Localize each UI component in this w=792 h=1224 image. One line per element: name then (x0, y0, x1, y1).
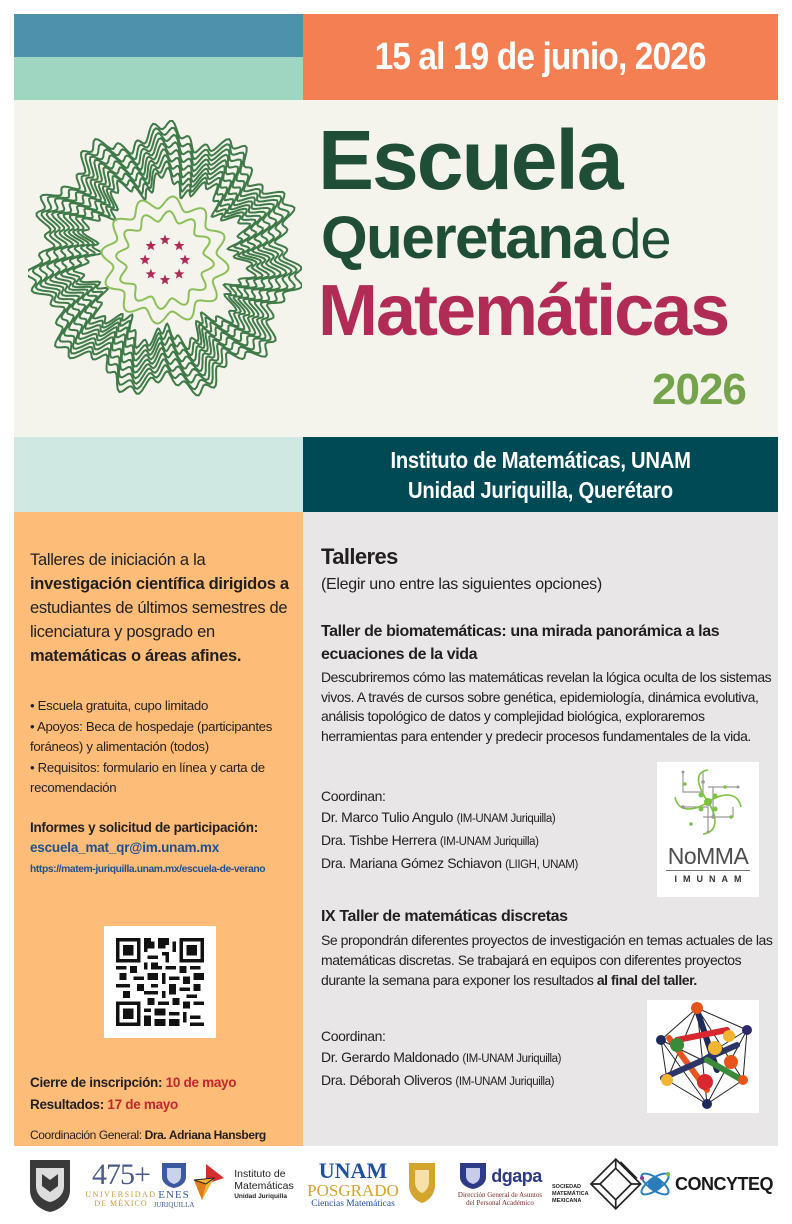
smm-line1: SOCIEDAD (552, 1183, 582, 1190)
nomma-name: NoMMA (667, 843, 749, 869)
smm-text (552, 1184, 589, 1205)
benefits-list (30, 696, 302, 799)
coord-label: Coordinan: (321, 1028, 386, 1044)
event-dates: 15 al 19 de junio, 2026 (374, 35, 707, 78)
coordinator-name: Dra. Tishbe Herrera (321, 832, 437, 848)
enes-shield-icon (160, 1161, 188, 1189)
unam-shield-logo (24, 1154, 76, 1216)
polytope-toy-image (647, 1000, 759, 1113)
concyteq-wordmark: CONCYTEQ (674, 1173, 773, 1194)
dgapa-sub2: del Personal Académico (466, 1199, 534, 1207)
unam-475-sub1: UNIVERSIDAD (85, 1190, 157, 1199)
workshop-2-title: IX Taller de matemáticas discretas (321, 908, 568, 925)
coordinator-row (321, 830, 661, 853)
contact-email-link[interactable]: escuela_mat_qr@im.unam.mx (30, 840, 219, 855)
coordinator-affiliation: (IM-UNAM Juriquilla) (462, 1053, 562, 1065)
coordinator-name: Dra. Mariana Gómez Schiavon (321, 855, 502, 871)
posgrado-unam: UNAM (318, 1157, 388, 1183)
workshop-2-description (321, 930, 781, 990)
dgapa-wordmark: dgapa (491, 1165, 542, 1186)
smm-line2: MATEMÁTICA (552, 1190, 589, 1197)
smm-line3: MEXICANA (552, 1197, 582, 1204)
unam-gold-shield-icon (407, 1161, 437, 1205)
title-queretana-word: Queretana (321, 204, 605, 271)
coordinator-row (321, 1070, 651, 1093)
workshop-2-coordinators (321, 1026, 651, 1093)
coordinator-affiliation: (IM-UNAM Juriquilla) (456, 813, 556, 825)
coordinator-name: Dr. Gerardo Maldonado (321, 1049, 459, 1065)
intro-bold-1: investigación científica dirigidos a (30, 575, 289, 593)
nomma-sub: IMUNAM (674, 874, 748, 884)
coordinator-name: Dr. Marco Tulio Angulo (321, 809, 454, 825)
venue-banner (303, 437, 778, 512)
posgrado-logo (300, 1152, 406, 1216)
sponsor-logos (14, 1146, 778, 1224)
venue-line-1: Instituto de Matemáticas, UNAM (390, 446, 691, 473)
intro-plain-2: estudiantes de últimos semestres de licenciatura y posgrado en (30, 599, 288, 641)
title-queretana (321, 204, 671, 271)
title-escuela: Escuela (318, 113, 622, 207)
coord-label: Coordinan: (321, 788, 386, 804)
nomma-divider (666, 870, 750, 871)
dates-info (30, 1072, 236, 1116)
intro-bold-2: matemáticas o áreas afines. (30, 647, 242, 665)
coordinator-row (321, 853, 661, 876)
venue-band-mint (14, 437, 303, 512)
intro-text (30, 548, 300, 668)
title-matematicas: Matemáticas (318, 271, 729, 351)
intro-plain-1: Talleres de iniciación a la (30, 551, 206, 569)
coordinator-row (321, 1047, 651, 1070)
results-value: 17 de mayo (107, 1097, 178, 1112)
enes-sub: JURIQUILLA (153, 1201, 195, 1209)
unam-475-number: 475+ (92, 1158, 150, 1191)
nomma-logo (657, 762, 759, 897)
qr-code-icon (116, 938, 204, 1026)
polytope-toy-icon (647, 1000, 759, 1113)
coordination-label: Coordinación General: (30, 1128, 142, 1142)
workshop-2-description-bold: al final del taller. (596, 972, 697, 988)
smm-logo (552, 1152, 642, 1216)
title-year: 2026 (652, 365, 746, 414)
workshop-2-description-text: Se propondrán diferentes proyectos de investigación en temas actuales de las matemáticas discretas. Se trabajará en equipos con diferentes proyectos durante la semana para exponer los resultados (321, 932, 773, 988)
unam-shield-icon (26, 1156, 74, 1214)
workshop-1-coordinators (321, 786, 661, 876)
im-juriquilla-logo (190, 1152, 296, 1216)
date-banner (303, 14, 778, 100)
coordinator-affiliation: (LIIGH, UNAM) (505, 859, 578, 871)
unam-gold-shield-logo (406, 1156, 438, 1210)
im-text (234, 1168, 294, 1201)
dgapa-top (458, 1161, 542, 1191)
dgapa-sub1: Dirección General de Asuntos (457, 1191, 543, 1199)
workshops-heading: Talleres (321, 544, 398, 569)
deadline-value: 10 de mayo (165, 1075, 237, 1090)
workshops-subheading: (Elegir uno entre las siguientes opciones) (321, 576, 602, 593)
im-line2: Matemáticas (234, 1179, 294, 1192)
enes-label: ENES (158, 1189, 190, 1201)
informes-label: Informes y solicitud de participación: (30, 820, 258, 835)
title-de: de (610, 207, 671, 270)
nomma-pinwheel-icon (663, 762, 753, 842)
qr-code[interactable] (104, 926, 216, 1038)
results-label: Resultados: (30, 1097, 104, 1112)
deadline-label: Cierre de inscripción: (30, 1075, 163, 1090)
venue-line-2: Unidad Juriquilla, Querétaro (408, 476, 673, 503)
coordinator-affiliation: (IM-UNAM Juriquilla) (455, 1076, 555, 1088)
workshop-1-title: Taller de biomatemáticas: una mirada panorámica a las ecuaciones de la vida (321, 623, 720, 663)
coordinator-affiliation: (IM-UNAM Juriquilla) (439, 836, 539, 848)
im-line1: Instituto de (234, 1167, 286, 1180)
posgrado-sub: Ciencias Matemáticas (311, 1198, 395, 1209)
general-coordination (30, 1128, 266, 1142)
benefit-item: • Requisitos: formulario en línea y carta de recomendación (30, 759, 265, 795)
header-band-mint (14, 57, 303, 100)
benefit-item: • Apoyos: Beca de hospedaje (participantes foráneos) y alimentación (todos) (30, 718, 273, 754)
dgapa-logo (444, 1152, 556, 1216)
posgrado-label: POSGRADO (307, 1180, 399, 1200)
results-row (30, 1094, 236, 1116)
website-link[interactable]: https://matem-juriquilla.unam.mx/escuela-de-verano (30, 864, 266, 875)
unam-475-sub2: DE MÉXICO (94, 1199, 148, 1208)
concyteq-atom-icon (637, 1166, 673, 1202)
im-line3: Unidad Juriquilla (234, 1192, 287, 1200)
concyteq-logo (632, 1158, 778, 1210)
coordination-name: Dra. Adriana Hansberg (144, 1128, 266, 1142)
coordinator-name: Dra. Déborah Oliveros (321, 1072, 452, 1088)
header-band-blue (14, 14, 303, 57)
coordinator-row (321, 807, 661, 830)
workshop-1-description: Descubriremos cómo las matemáticas revelan la lógica oculta de los sistemas vivos. A través de cursos sobre genética, epidemiología, dinámica evolutiva, análisis topológico de datos y complejidad biológica, exploraremos herramientas para entender y predecir procesos fundamentales de la vida. (321, 669, 772, 744)
benefit-item: • Escuela gratuita, cupo limitado (30, 698, 208, 713)
deadline-row (30, 1072, 236, 1094)
im-triangles-icon (192, 1162, 232, 1206)
spirograph-rosette-icon (28, 120, 302, 400)
dgapa-shield-icon (458, 1161, 488, 1191)
